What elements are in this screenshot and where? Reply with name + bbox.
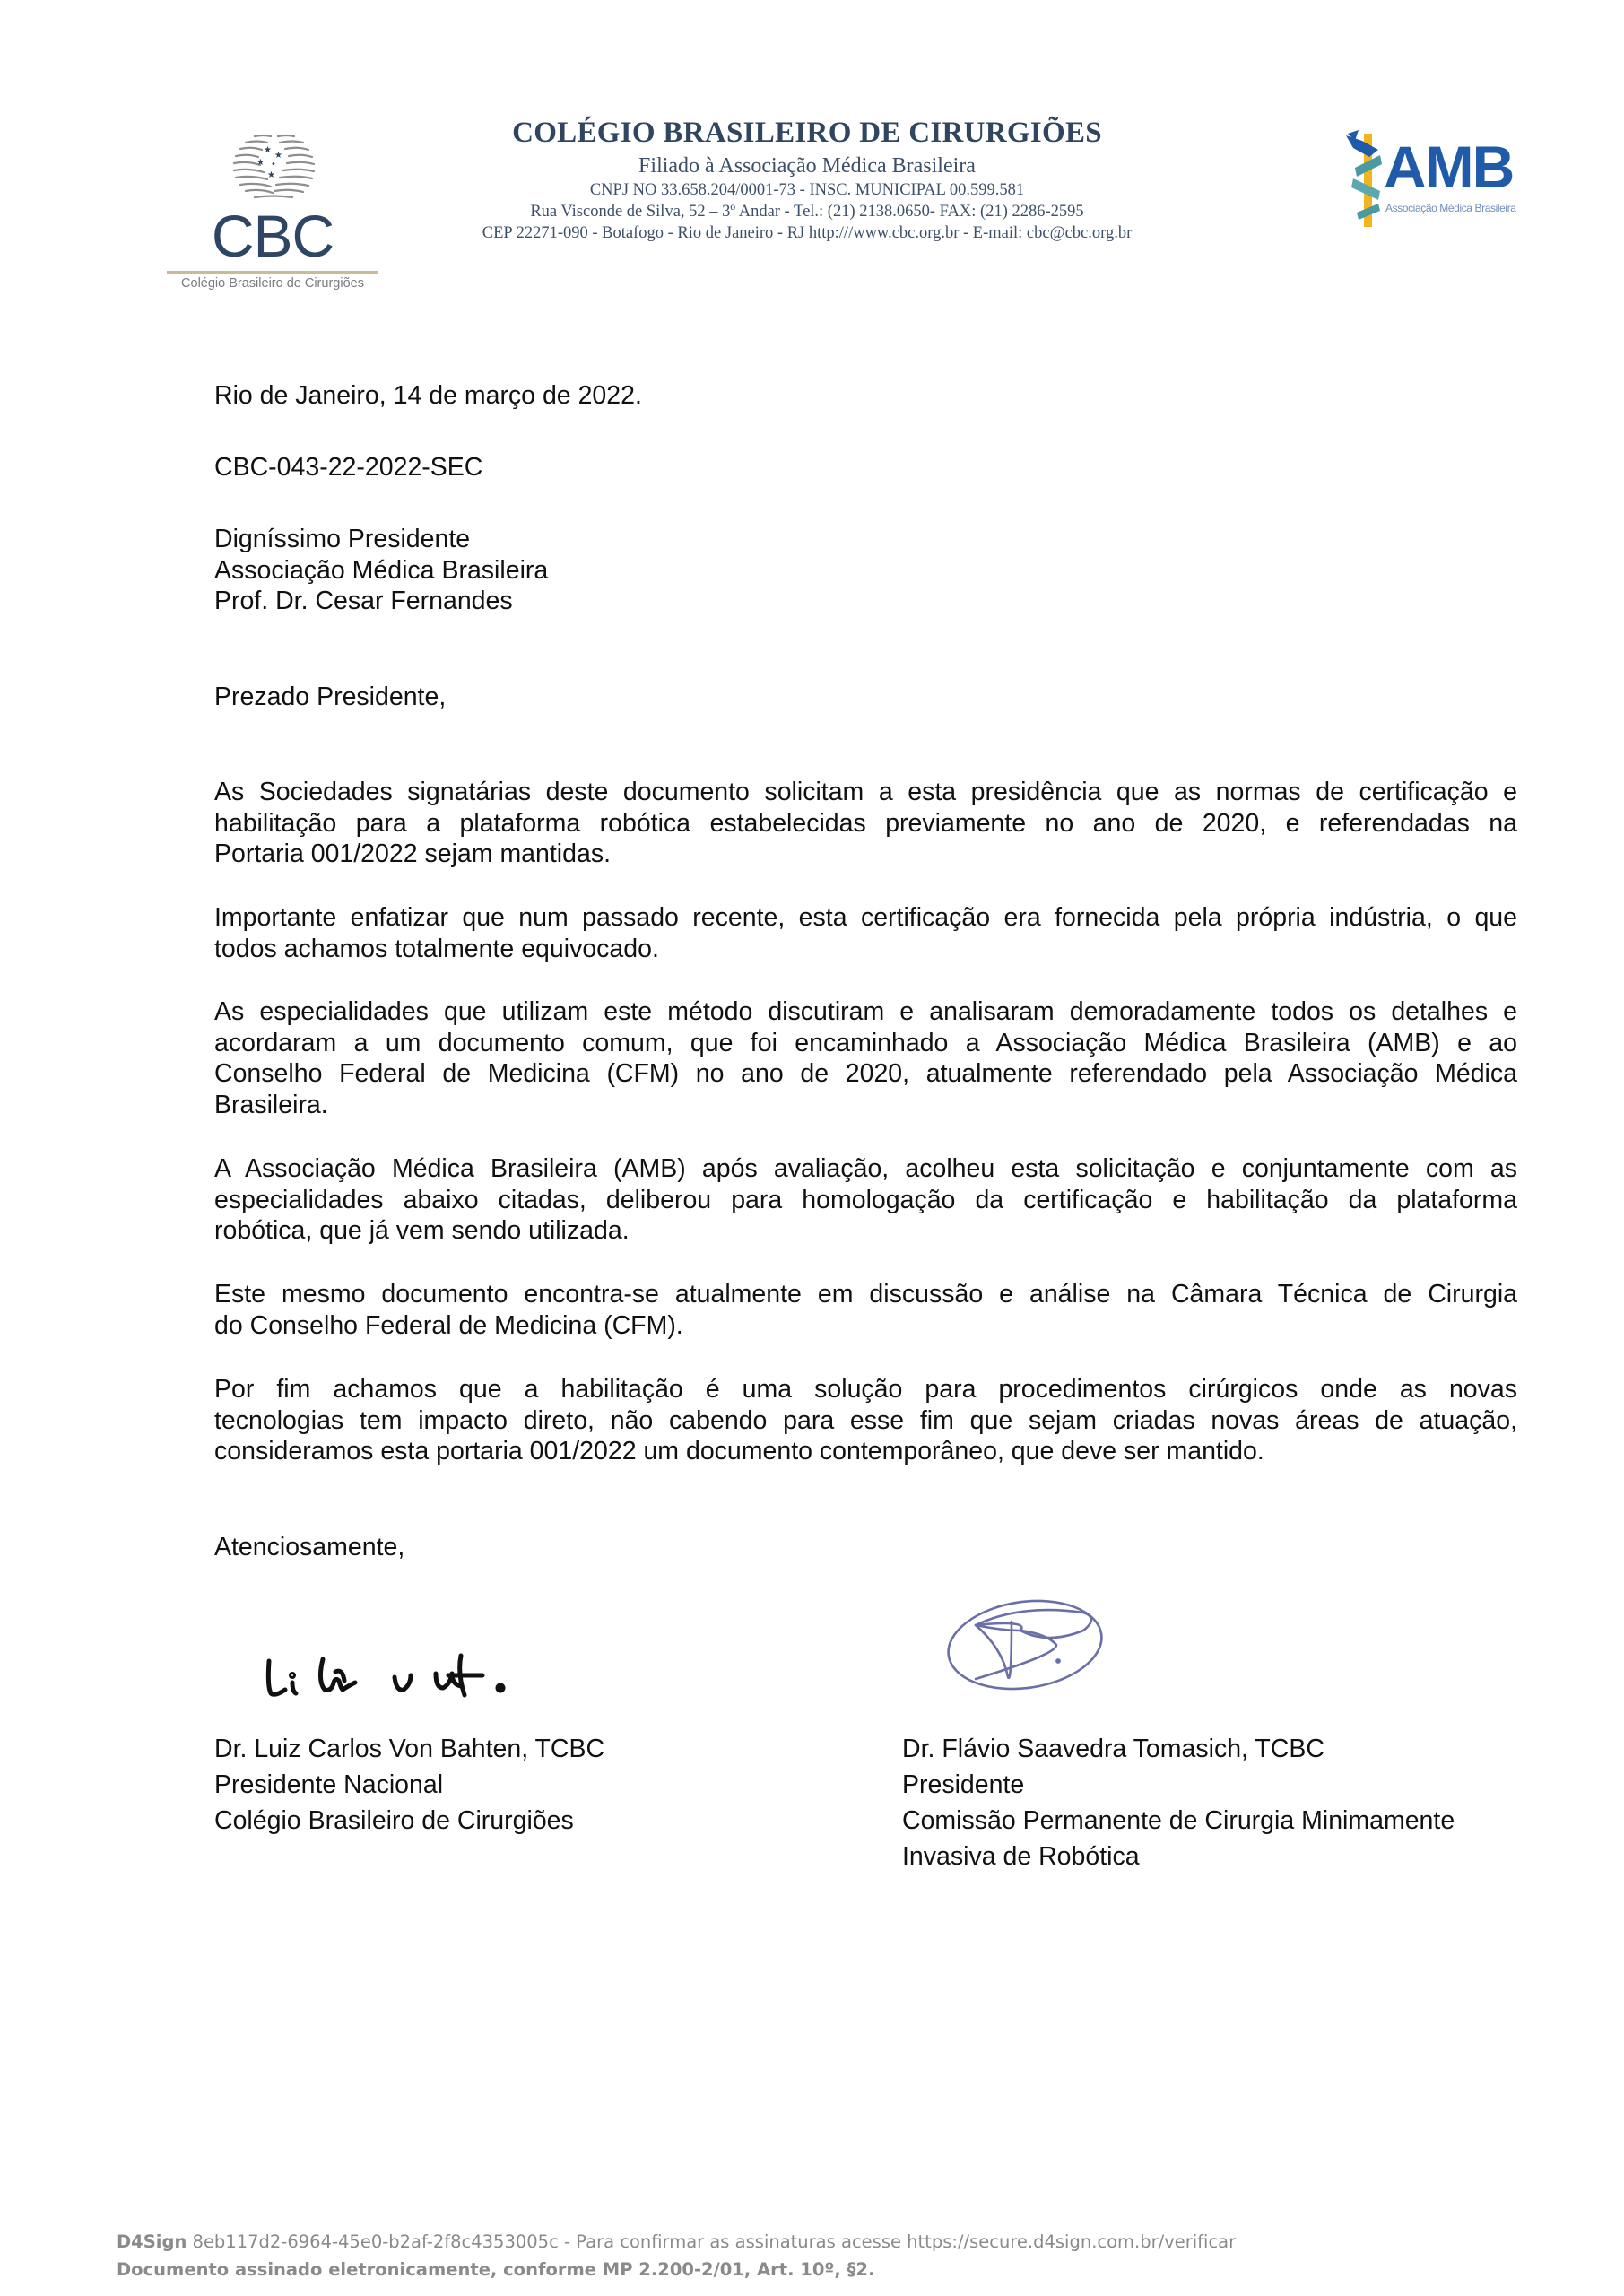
legal-text: Documento assinado eletronicamente, conforme MP 2.200-2/01, Art. 10º, §2. [117,2259,875,2280]
salutation: Prezado Presidente, [214,683,447,711]
paragraph-line: Conselho Federal de Medicina (CFM) no ano de 2020, atualmente referendado pela Associação Médica [214,1059,1517,1088]
paragraph-line: do Conselho Federal de Medicina (CFM). [214,1310,683,1340]
signatory-name: Dr. Flávio Saavedra Tomasich, TCBC [902,1735,1324,1763]
cbc-logo-rule [167,271,378,274]
paragraph-line: As especialidades que utilizam este método discutiram e analisaram demoradamente todos os detalhes e [214,997,1517,1026]
svg-text:★: ★ [267,170,275,180]
paragraph-line: As Sociedades signatárias deste documento solicitam a esta presidência que as normas de certificação e [214,778,1517,806]
amb-logo [1342,121,1517,229]
verification-line [117,2228,1236,2256]
recipient-line: Associação Médica Brasileira [214,555,549,585]
paragraph [214,996,1517,1120]
e-signature-footer [117,2228,1236,2283]
handwritten-signature-right [940,1595,1110,1693]
paragraph [214,1153,1517,1247]
signatory-role: Presidente Nacional [214,1770,444,1799]
registry-line: CNPJ NO 33.658.204/0001-73 - INSC. MUNICIPAL 00.599.581 [589,181,1025,199]
signatory-organization: Colégio Brasileiro de Cirurgiões [214,1806,574,1835]
affiliation: Filiado à Associação Médica Brasileira [638,154,976,178]
signatory-left [214,1731,604,1839]
amb-logo-mark: AMB [1384,134,1514,200]
signatory-organization: Comissão Permanente de Cirurgia Minimamente [902,1806,1455,1835]
d4sign-brand: D4Sign [117,2231,187,2252]
paragraph [214,1279,1517,1341]
paragraph-line: Brasileira. [214,1090,328,1119]
paragraph-line: A Associação Médica Brasileira (AMB) após avaliação, acolheu esta solicitação e conjuntamente com as [214,1154,1517,1183]
paragraph [214,1374,1517,1467]
paragraph-line: Por fim achamos que a habilitação é uma solução para procedimentos cirúrgicos onde as novas [214,1375,1517,1404]
paragraph [214,902,1517,964]
paragraph-line: Importante enfatizar que num passado recente, esta certificação era fornecida pela própria indústria, o que [214,903,1517,932]
letter-date: Rio de Janeiro, 14 de março de 2022. [214,381,642,410]
signatory-name: Dr. Luiz Carlos Von Bahten, TCBC [214,1735,605,1763]
letterhead [395,115,1220,244]
svg-text:•: • [271,160,276,170]
closing: Atenciosamente, [214,1533,405,1561]
paragraph-line: Este mesmo documento encontra-se atualmente em discussão e análise na Câmara Técnica de Cirurgia [214,1280,1517,1309]
paragraph-line: especialidades abaixo citadas, deliberou para homologação da certificação e habilitação da plataforma [214,1185,1517,1214]
paragraph-line: Portaria 001/2022 sejam mantidas. [214,839,612,868]
svg-text:★: ★ [256,158,265,168]
svg-text:★: ★ [264,145,272,155]
legal-line [117,2256,1236,2283]
svg-text:★: ★ [274,151,282,161]
verification-text: 8eb117d2-6964-45e0-b2af-2f8c4353005c - Para confirmar as assinaturas acesse https://secure.d4sign.com.br/verificar [192,2231,1237,2252]
paragraph-line: acordaram a um documento comum, que foi encaminhado a Associação Médica Brasileira (AMB) e ao [214,1028,1517,1057]
organization-name: COLÉGIO BRASILEIRO DE CIRURGIÕES [512,117,1102,149]
contact-line: CEP 22271-090 - Botafogo - Rio de Janeiro - RJ http:///www.cbc.org.br - E-mail: cbc@cbc.org.br [482,224,1133,242]
recipient-line: Digníssimo Presidente [214,525,471,553]
paragraph-line: tecnologias tem impacto direto, não cabendo para esse fim que sejam criadas novas áreas de atuação, [214,1405,1517,1435]
signatory-organization: Invasiva de Robótica [902,1842,1140,1871]
paragraph-line: todos achamos totalmente equivocado. [214,934,659,963]
paragraph-line: habilitação para a plataforma robótica estabelecidas previamente no ano de 2020, e referendadas na [214,808,1517,838]
signatory-right [902,1731,1455,1874]
handwritten-signature-left [262,1641,513,1713]
cbc-logo-tagline: Colégio Brasileiro de Cirurgiões [181,276,364,291]
paragraph [214,777,1517,870]
recipient-line: Prof. Dr. Cesar Fernandes [214,587,513,615]
paragraph-line: consideramos esta portaria 001/2022 um documento contemporâneo, que deve ser mantido. [214,1437,1264,1465]
cbc-logo-mark: CBC [211,203,334,269]
recipient-block [214,524,548,617]
cbc-globe-icon [228,133,319,201]
cbc-logo [167,133,378,294]
signatory-role: Presidente [902,1770,1025,1799]
address-line: Rua Visconde de Silva, 52 – 3º Andar - Tel.: (21) 2138.0650- FAX: (21) 2286-2595 [530,203,1084,221]
amb-logo-tagline: Associação Médica Brasileira [1385,202,1516,214]
paragraph-line: robótica, que já vem sendo utilizada. [214,1216,630,1245]
letter-reference: CBC-043-22-2022-SEC [214,453,483,482]
